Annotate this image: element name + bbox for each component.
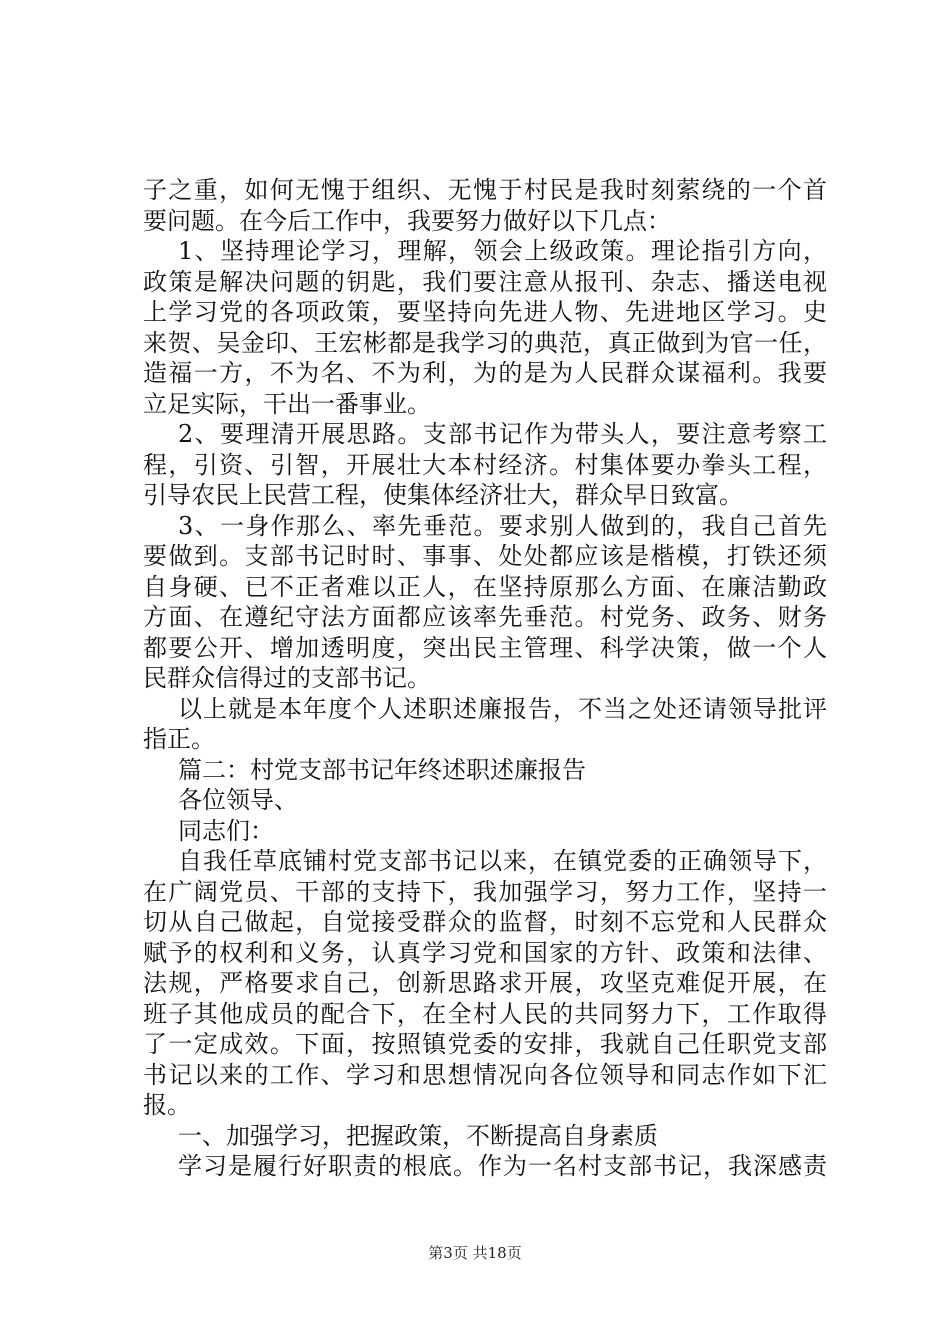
paragraph-point-2 — [143, 419, 827, 511]
paragraph-point-1 — [143, 236, 827, 419]
body-text — [143, 175, 827, 1182]
text-line: 造福一方，不为名、不为利，为的是为人民群众谋福利。我要 — [143, 359, 827, 387]
text-line: 立足实际，干出一番事业。 — [143, 389, 431, 418]
text-line: 要做到。支部书记时时、事事、处处都应该是楷模，打铁还须 — [143, 542, 827, 570]
paragraph-introduction — [143, 846, 827, 1121]
page-number-label: 第3页 共18页 — [428, 1244, 522, 1262]
text-line: 3、一身作那么、率先垂范。要求别人做到的，我自己首先 — [178, 511, 827, 540]
subsection-heading — [143, 1121, 827, 1152]
paragraph-point-3 — [143, 511, 827, 694]
text-line: 在广阔党员、干部的支持下，我加强学习，努力工作，坚持一 — [143, 877, 827, 906]
text-line: 法规，严格要求自己，创新思路求开展，攻坚克难促开展，在 — [143, 969, 827, 997]
text-line: 赋予的权利和义务，认真学习党和国家的方针、政策和法律、 — [143, 938, 827, 967]
text-line: 同志们： — [178, 816, 274, 845]
text-line: 切从自己做起，自觉接受群众的监督，时刻不忘党和人民群众 — [143, 908, 827, 936]
text-line: 以上就是本年度个人述职述廉报告，不当之处还请领导批评 — [178, 694, 827, 723]
text-line: 方面、在遵纪守法方面都应该率先垂范。村党务、政务、财务 — [143, 603, 827, 631]
paragraph-continuation — [143, 175, 827, 236]
text-line: 要问题。在今后工作中，我要努力做好以下几点： — [143, 206, 671, 235]
text-line: 上学习党的各项政策，要坚持向先进人物、先进地区学习。史 — [143, 298, 827, 326]
text-line: 了一定成效。下面，按照镇党委的安排，我就自己任职党支部 — [143, 1030, 827, 1058]
text-line: 书记以来的工作、学习和思想情况向各位领导和同志作如下汇 — [143, 1060, 827, 1089]
text-line: 指正。 — [143, 725, 215, 753]
text-line: 自我任草底铺村党支部书记以来，在镇党委的正确领导下， — [178, 847, 827, 875]
text-line: 各位领导、 — [178, 786, 298, 814]
text-line: 政策是解决问题的钥匙，我们要注意从报刊、杂志、播送电视 — [143, 267, 827, 296]
text-line: 程，引资、引智，开展壮大本村经济。村集体要办拳头工程， — [143, 450, 827, 479]
page-footer — [0, 1243, 950, 1263]
paragraph-study — [143, 1151, 827, 1182]
text-line: 都要公开、增加透明度，突出民主管理、科学决策，做一个人 — [143, 633, 827, 662]
salutation-comrades — [143, 816, 827, 847]
text-line: 报。 — [143, 1091, 191, 1119]
section-heading — [143, 755, 827, 786]
salutation-leaders — [143, 785, 827, 816]
text-line: 一、加强学习，把握政策，不断提高自身素质 — [178, 1121, 658, 1150]
text-line: 自身硬、已不正者难以正人，在坚持原那么方面、在廉洁勤政 — [143, 572, 827, 601]
text-line: 篇二：村党支部书记年终述职述廉报告 — [178, 755, 586, 784]
paragraph-closing — [143, 694, 827, 755]
text-line: 1、坚持理论学习，理解，领会上级政策。理论指引方向， — [178, 237, 827, 265]
text-line: 班子其他成员的配合下，在全村人民的共同努力下，工作取得 — [143, 999, 827, 1028]
text-line: 子之重，如何无愧于组织、无愧于村民是我时刻萦绕的一个首 — [143, 176, 827, 204]
text-line: 学习是履行好职责的根底。作为一名村支部书记，我深感责 — [178, 1152, 827, 1180]
text-line: 2、要理清开展思路。支部书记作为带头人，要注意考察工 — [178, 420, 827, 448]
text-line: 民群众信得过的支部书记。 — [143, 664, 431, 692]
text-line: 引导农民上民营工程，使集体经济壮大，群众早日致富。 — [143, 481, 743, 509]
text-line: 来贺、吴金印、王宏彬都是我学习的典范，真正做到为官一任， — [143, 328, 827, 357]
